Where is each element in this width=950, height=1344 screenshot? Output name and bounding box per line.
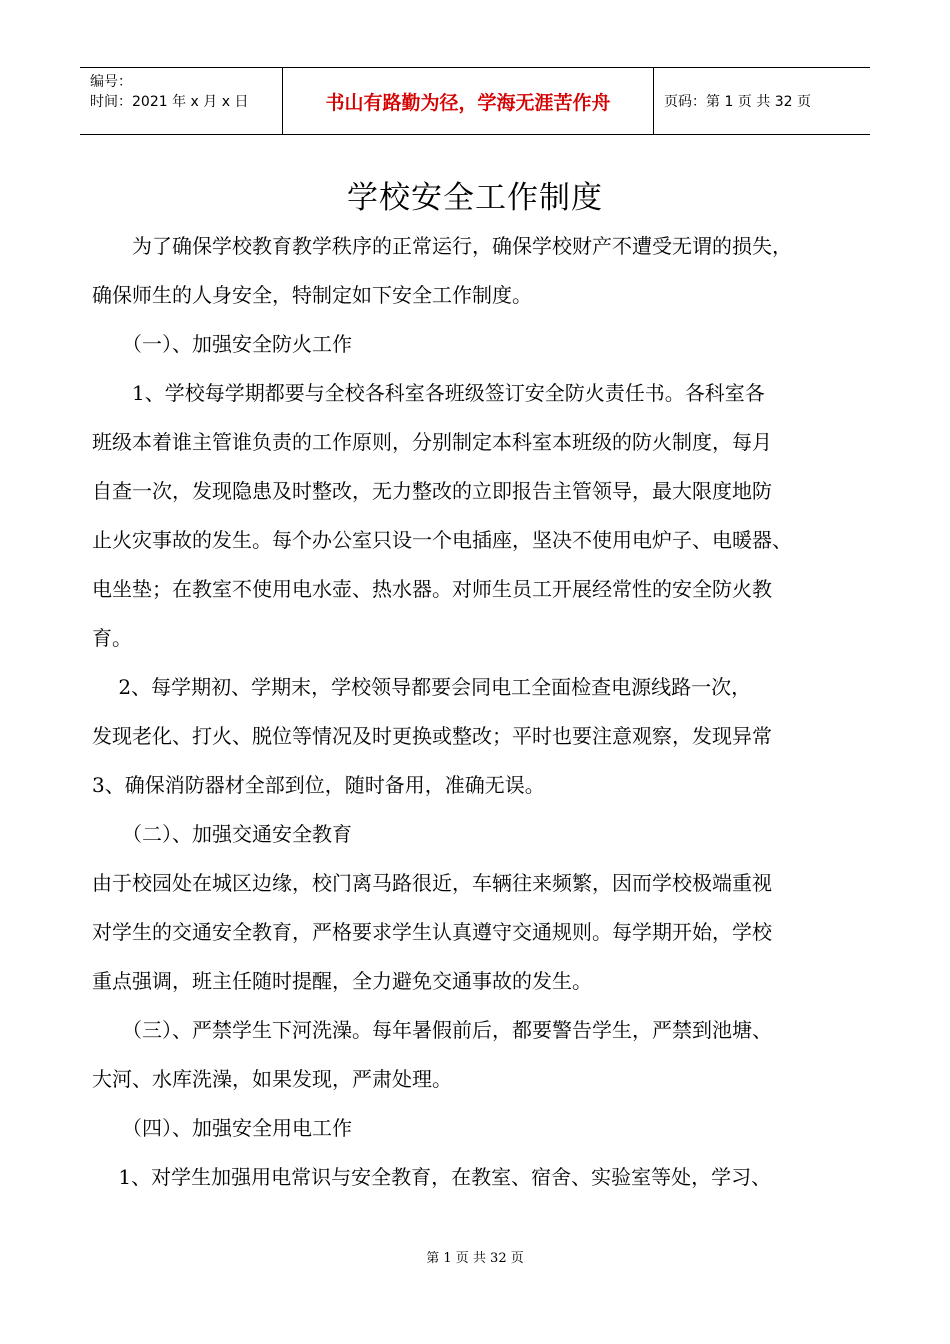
- body-line: 大河、水库洗澡，如果发现，严肃处理。: [92, 1067, 452, 1091]
- body-line: 由于校园处在城区边缘，校门离马路很近，车辆往来频繁，因而学校极端重视: [92, 871, 772, 895]
- body-line: 对学生的交通安全教育，严格要求学生认真遵守交通规则。每学期开始，学校: [92, 920, 772, 944]
- section-heading: （三）、严禁学生下河洗澡。每年暑假前后，都要警告学生，严禁到池塘、: [92, 1018, 772, 1042]
- body-line: 为了确保学校教育教学秩序的正常运行，确保学校财产不遭受无谓的损失，: [92, 234, 792, 258]
- document-title: 学校安全工作制度: [347, 180, 603, 216]
- document-body: [92, 222, 870, 1202]
- header-meta: [80, 68, 282, 134]
- header-motto: [282, 68, 654, 134]
- section-heading: （一）、加强安全防火工作: [92, 332, 352, 356]
- page-header: [80, 67, 870, 135]
- body-line: 2、每学期初、学期末，学校领导都要会同电工全面检查电源线路一次，: [92, 675, 752, 699]
- page-footer: 第 1 页 共 32 页: [426, 1251, 524, 1266]
- body-line: 育。: [92, 626, 132, 650]
- body-line: 确保师生的人身安全，特制定如下安全工作制度。: [92, 283, 532, 307]
- header-page-info: [654, 68, 870, 134]
- page-info-text: 页码：第 1 页 共 32 页: [664, 94, 811, 110]
- body-line: 自查一次，发现隐患及时整改，无力整改的立即报告主管领导，最大限度地防: [92, 479, 772, 503]
- body-line: 发现老化、打火、脱位等情况及时更换或整改；平时也要注意观察，发现异常: [92, 724, 772, 748]
- body-line: 班级本着谁主管谁负责的工作原则，分别制定本科室本班级的防火制度，每月: [92, 430, 772, 454]
- body-line: 止火灾事故的发生。每个办公室只设一个电插座，坚决不使用电炉子、电暖器、: [92, 528, 792, 552]
- section-heading: （四）、加强安全用电工作: [92, 1116, 352, 1140]
- body-line: 电坐垫；在教室不使用电水壶、热水器。对师生员工开展经常性的安全防火教: [92, 577, 772, 601]
- body-line: 1、学校每学期都要与全校各科室各班级签订安全防火责任书。各科室各: [92, 381, 765, 405]
- date-line: 时间：2021 年 x 月 x 日: [90, 94, 249, 110]
- section-heading: （二）、加强交通安全教育: [92, 822, 352, 846]
- body-line: 重点强调，班主任随时提醒，全力避免交通事故的发生。: [92, 969, 592, 993]
- body-line: 1、对学生加强用电常识与安全教育，在教室、宿舍、实验室等处，学习、: [92, 1165, 772, 1189]
- body-line: 3、确保消防器材全部到位，随时备用，准确无误。: [92, 773, 545, 797]
- motto-text: 书山有路勤为径，学海无涯苦作舟: [325, 91, 611, 114]
- code-label: 编号：: [90, 74, 132, 90]
